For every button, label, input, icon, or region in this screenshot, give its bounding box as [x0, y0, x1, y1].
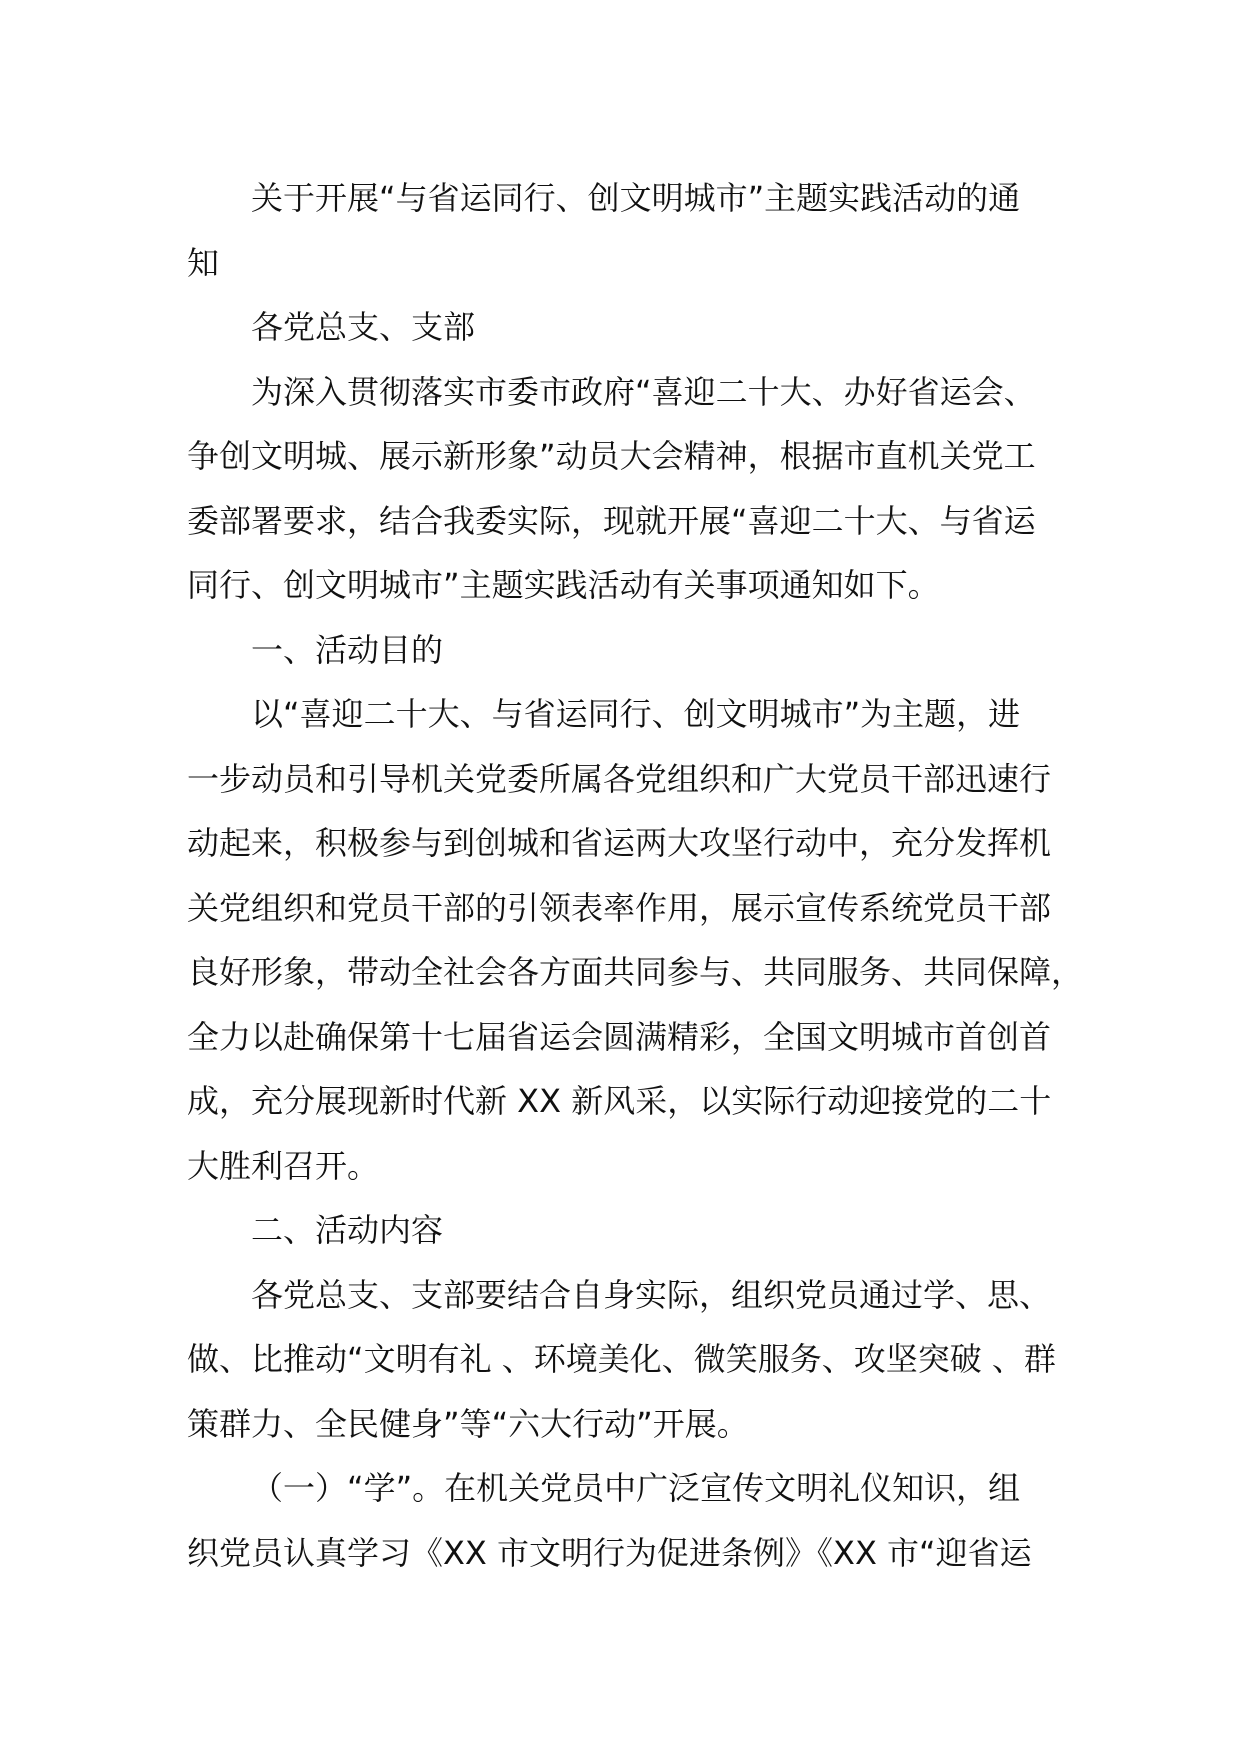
addressee: 各党总支、支部 [251, 308, 476, 346]
purpose-line: 以“喜迎二十大、与省运同行、创文明城市”为主题，进 [251, 695, 1021, 733]
purpose-line: 动起来，积极参与到创城和省运两大攻坚行动中，充分发挥机 [187, 824, 1052, 862]
content-line: 策群力、全民健身”等“六大行动”开展。 [187, 1404, 749, 1443]
intro-line: 为深入贯彻落实市委市政府“喜迎二十大、办好省运会、 [251, 372, 1036, 411]
notice-title-line-2: 知 [187, 243, 220, 282]
content-line: 做、比推动“文明有礼 、环境美化、微笑服务、攻坚突破 、群 [187, 1340, 1056, 1378]
content-line: 各党总支、支部要结合自身实际，组织党员通过学、思、 [251, 1275, 1052, 1314]
purpose-line: 成，充分展现新时代新 XX 新风采，以实际行动迎接党的二十 [187, 1082, 1052, 1120]
section-heading-content: 二、活动内容 [251, 1211, 444, 1249]
subsection-study-line: （一）“学”。在机关党员中广泛宣传文明礼仪知识，组 [251, 1469, 1021, 1507]
purpose-line: 一步动员和引导机关党委所属各党组织和广大党员干部迅速行 [187, 759, 1052, 798]
purpose-line: 关党组织和党员干部的引领表率作用，展示宣传系统党员干部 [187, 888, 1052, 927]
intro-line: 同行、创文明城市”主题实践活动有关事项通知如下。 [187, 566, 940, 604]
section-heading-purpose: 一、活动目的 [251, 630, 444, 669]
purpose-line: 全力以赴确保第十七届省运会圆满精彩，全国文明城市首创首 [187, 1017, 1052, 1056]
document-body [187, 166, 1084, 1585]
notice-title-line-1: 关于开展“与省运同行、创文明城市”主题实践活动的通 [251, 179, 1021, 217]
purpose-line: 良好形象，带动全社会各方面共同参与、共同服务、共同保障， [187, 953, 1084, 991]
purpose-line: 大胜利召开。 [187, 1146, 380, 1185]
intro-line: 委部署要求，结合我委实际，现就开展“喜迎二十大、与省运 [187, 501, 1036, 540]
subsection-study-line: 织党员认真学习《XX 市文明行为促进条例》《XX 市“迎省运 [187, 1533, 1032, 1572]
intro-line: 争创文明城、展示新形象”动员大会精神，根据市直机关党工 [187, 437, 1036, 475]
